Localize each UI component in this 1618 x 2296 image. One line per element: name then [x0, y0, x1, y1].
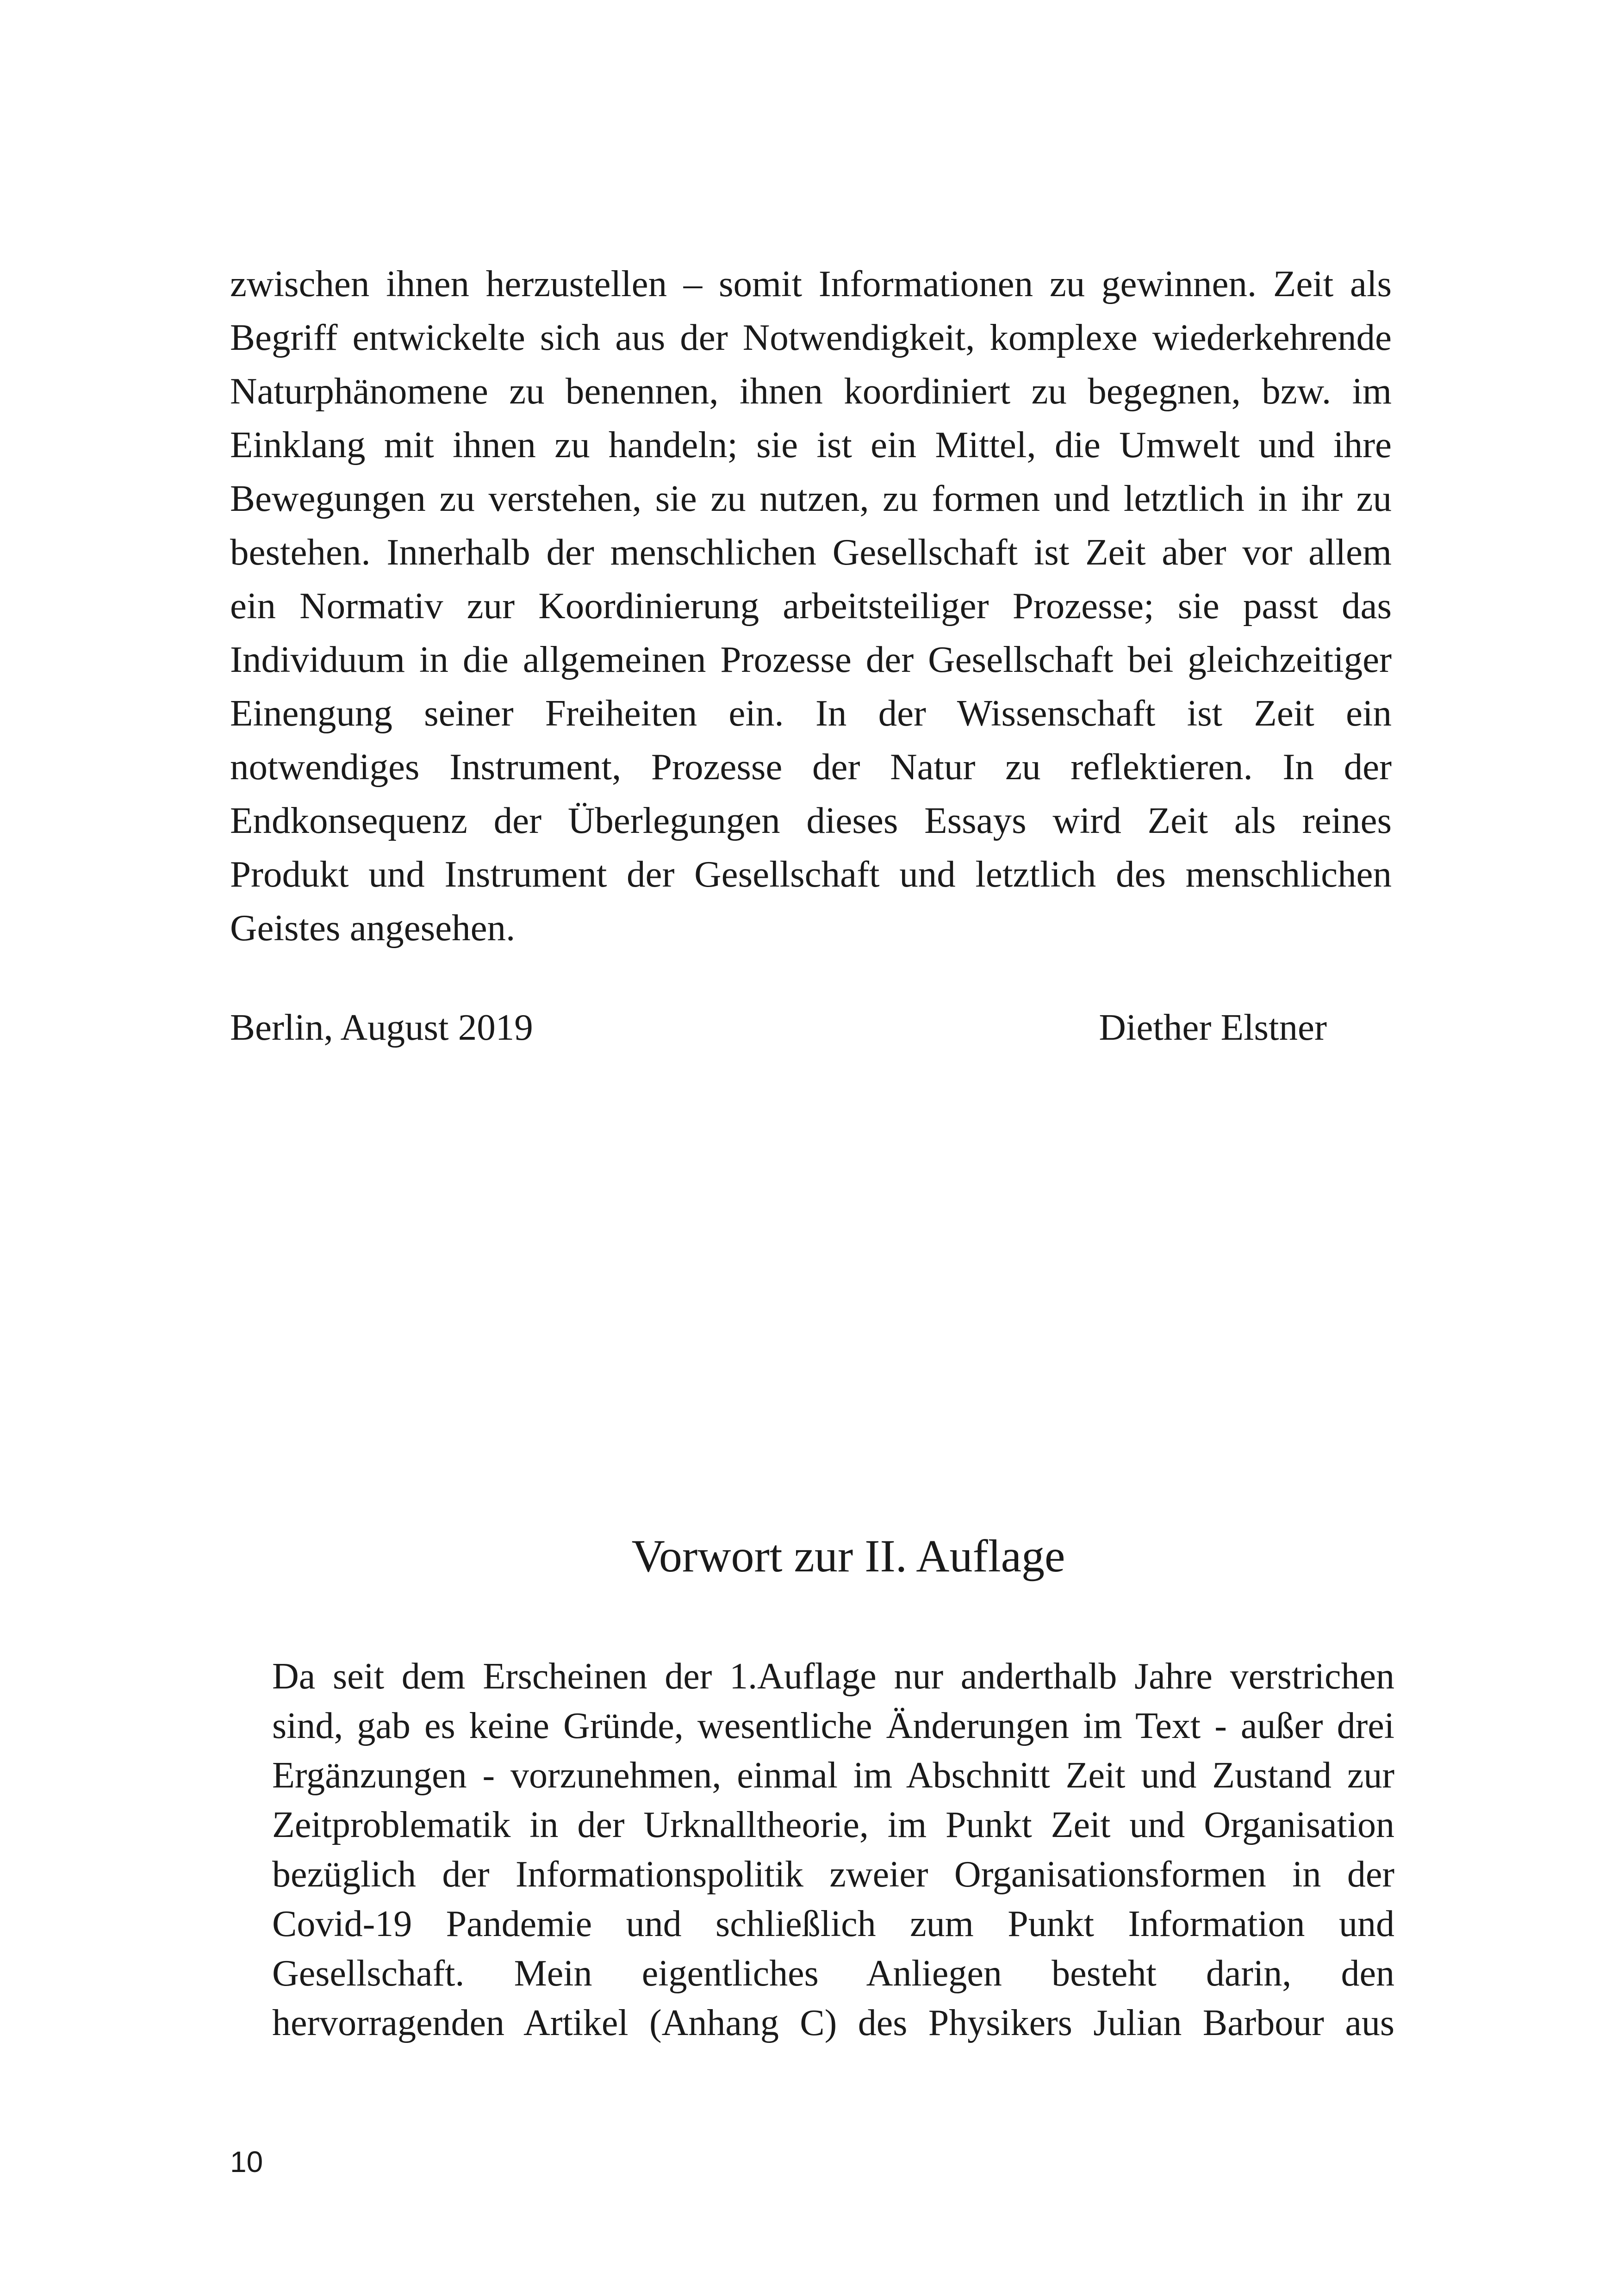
paragraph-line: Begriff entwickelte sich aus der Notwendigkeit, komplexe wiederkehrende	[230, 316, 1392, 358]
paragraph-line: Einklang mit ihnen zu handeln; sie ist ein Mittel, die Umwelt und ihre	[230, 424, 1392, 465]
paragraph-line: notwendiges Instrument, Prozesse der Natur zu reflektieren. In der	[230, 746, 1392, 788]
preface-paragraph	[272, 1652, 1394, 2048]
paragraph-line: Ergänzungen - vorzunehmen, einmal im Abschnitt Zeit und Zustand zur	[272, 1755, 1394, 1796]
paragraph-line: Zeitproblematik in der Urknalltheorie, im Punkt Zeit und Organisation	[272, 1805, 1394, 1845]
author-name: Diether Elstner	[1099, 1006, 1327, 1048]
paragraph-line: Individuum in die allgemeinen Prozesse der Gesellschaft bei gleichzeitiger	[230, 639, 1392, 680]
page-number: 10	[230, 2145, 263, 2178]
paragraph-line: Da seit dem Erscheinen der 1.Auflage nur anderthalb Jahre verstrichen	[272, 1656, 1394, 1697]
signature-line	[230, 1000, 1327, 1054]
paragraph-line: Naturphänomene zu benennen, ihnen koordiniert zu begegnen, bzw. im	[230, 370, 1392, 412]
paragraph-line: bestehen. Innerhalb der menschlichen Gesellschaft ist Zeit aber vor allem	[230, 531, 1392, 573]
section-heading: Vorwort zur II. Auflage	[631, 1530, 1065, 1582]
paragraph-line: Einengung seiner Freiheiten ein. In der Wissenschaft ist Zeit ein	[230, 692, 1392, 734]
paragraph-line: ein Normativ zur Koordinierung arbeitsteiliger Prozesse; sie passt das	[230, 585, 1392, 627]
paragraph-line: hervorragenden Artikel (Anhang C) des Physikers Julian Barbour aus	[272, 2003, 1394, 2043]
paragraph-line: Gesellschaft. Mein eigentliches Anliegen besteht darin, den	[272, 1953, 1394, 1994]
paragraph-line: Endkonsequenz der Überlegungen dieses Essays wird Zeit als reines	[230, 800, 1392, 841]
paragraph-line: Covid-19 Pandemie und schließlich zum Punkt Information und	[272, 1904, 1394, 1944]
paragraph-line: Geistes angesehen.	[230, 907, 516, 949]
paragraph-line: Bewegungen zu verstehen, sie zu nutzen, zu formen und letztlich in ihr zu	[230, 478, 1392, 519]
paragraph-line: Produkt und Instrument der Gesellschaft und letztlich des menschlichen	[230, 853, 1392, 895]
paragraph-line: bezüglich der Informationspolitik zweier Organisationsformen in der	[272, 1854, 1394, 1895]
paragraph-line: zwischen ihnen herzustellen – somit Informationen zu gewinnen. Zeit als	[230, 263, 1392, 304]
place-date: Berlin, August 2019	[230, 1006, 533, 1048]
body-paragraph	[230, 257, 1392, 955]
paragraph-line: sind, gab es keine Gründe, wesentliche Änderungen im Text - außer drei	[272, 1706, 1394, 1746]
